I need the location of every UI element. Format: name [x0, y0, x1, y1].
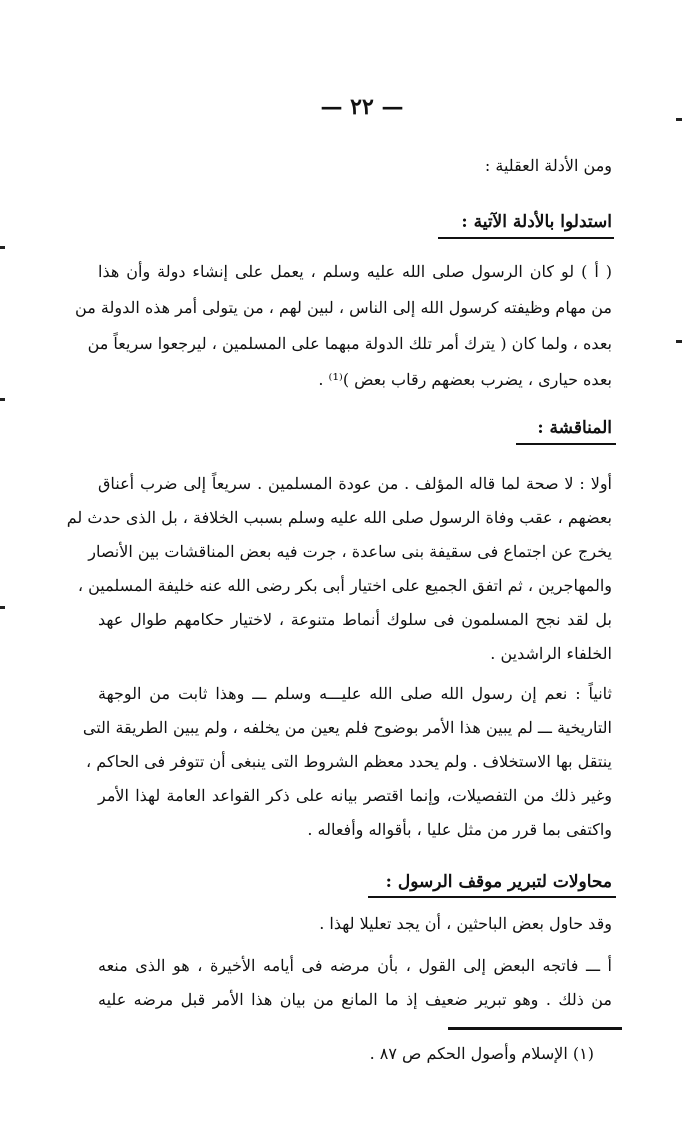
heading-attempts-underline — [368, 896, 616, 898]
scan-edge-mark — [0, 246, 5, 249]
heading-discussion-underline — [516, 443, 616, 445]
scan-edge-mark — [676, 340, 682, 343]
heading-attempts: محاولات لتبرير موقف الرسول : — [385, 872, 612, 892]
para-a-line-1: ( أ ) لو كان الرسول صلى الله عليه وسلم ، يعمل على إنشاء دولة وأن هذا — [98, 262, 612, 281]
para-first-line-3: يخرج عن اجتماع فى سقيفة بنى ساعدة ، جرت فيه بعض المناقشات بين الأنصار — [88, 542, 612, 561]
para-alif-line-1: أ ـــ فاتجه البعض إلى القول ، بأن مرضه فى أيامه الأخيرة ، هو الذى منعه — [98, 956, 612, 975]
footnote-rule — [448, 1027, 622, 1030]
footnote: (١) الإسلام وأصول الحكم ص ٨٧ . — [369, 1044, 594, 1063]
para-alif-line-2: من ذلك . وهو تبرير ضعيف إذ ما المانع من بيان هذا الأمر قبل مرضه عليه — [98, 990, 612, 1009]
para-second-line-1: ثانياً : نعم إن رسول الله صلى الله عليـــه وسلم ـــ وهذا ثابت من الوجهة — [98, 684, 612, 703]
para-a-line-4: بعده حيارى ، يضرب بعضهم رقاب بعض )⁽¹⁾ . — [318, 370, 612, 389]
para-first-line-2: بعضهم ، عقب وفاة الرسول صلى الله عليه وسلم بسبب الخلافة ، بل الذى حدث لم — [66, 508, 612, 527]
para-a-line-2: من مهام وظيفته كرسول الله إلى الناس ، لبين لهم ، من يتولى أمر هذه الدولة من — [75, 298, 612, 317]
para-second-line-3: ينتقل بها الاستخلاف . ولم يحدد معظم الشروط التى ينبغى أن تتوفر فى الحاكم ، — [86, 752, 612, 771]
scan-edge-mark — [0, 606, 5, 609]
para-second-line-2: التاريخية ـــ لم يبين هذا الأمر بوضوح فلم يعين من يخلفه ، ولم يبين الطريقة التى — [82, 718, 612, 737]
page-number: — ٢٢ — — [320, 94, 404, 120]
para-first-line-1: أولا : لا صحة لما قاله المؤلف . من عودة المسلمين . سريعاً إلى ضرب أعناق — [98, 474, 612, 493]
para-second-line-5: واكتفى بما قرر من مثل عليا ، بأقواله وأفعاله . — [307, 820, 612, 839]
intro-line: ومن الأدلة العقلية : — [484, 156, 612, 175]
heading-evidence: استدلوا بالأدلة الآتية : — [461, 212, 612, 232]
para-attempts: وقد حاول بعض الباحثين ، أن يجد تعليلا لهذا . — [319, 914, 612, 933]
para-first-line-4: والمهاجرين ، ثم اتفق الجميع على اختيار أبى بكر رضى الله عنه خليفة المسلمين ، — [77, 576, 612, 595]
heading-evidence-underline — [438, 237, 614, 239]
para-first-line-6: الخلفاء الراشدين . — [490, 644, 612, 663]
para-second-line-4: وغير ذلك من التفصيلات، وإنما اقتصر بيانه على ذكر القواعد العامة لهذا الأمر — [98, 786, 612, 805]
scan-edge-mark — [676, 118, 682, 121]
heading-discussion: المناقشة : — [537, 418, 612, 438]
para-a-line-3: بعده ، ولما كان ( يترك أمر تلك الدولة مبهما على المسلمين ، ليرجعوا سريعاً من — [87, 334, 612, 353]
para-first-line-5: بل لقد نجح المسلمون فى سلوك أنماط متنوعة ، لاختيار حكامهم طوال عهد — [98, 610, 612, 629]
scan-edge-mark — [0, 398, 5, 401]
